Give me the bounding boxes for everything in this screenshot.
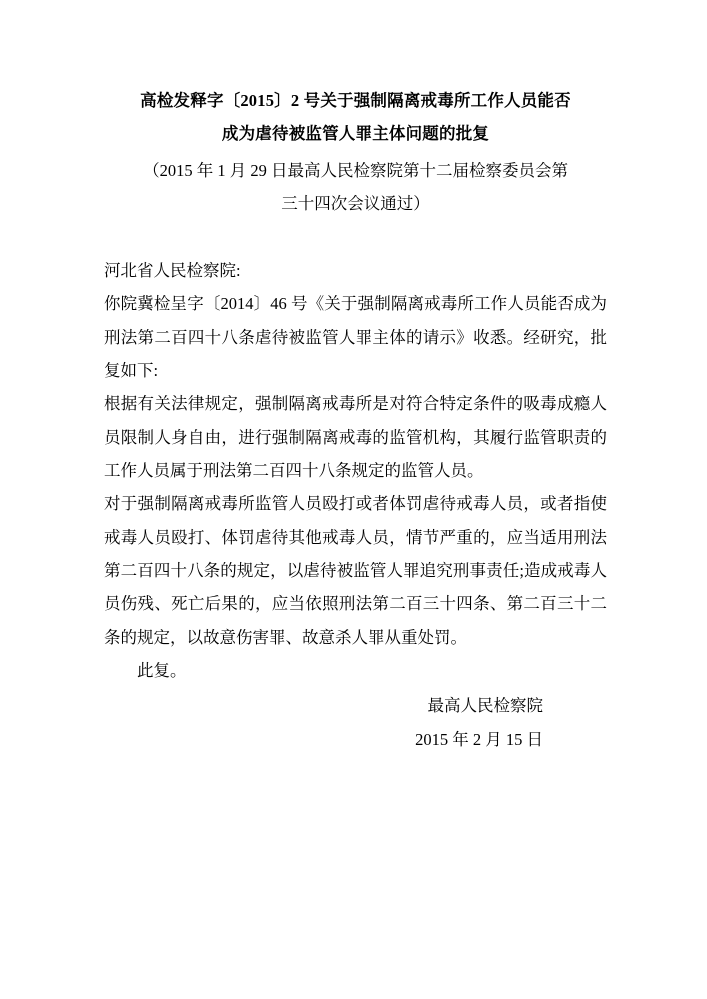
signature-date: 2015 年 2 月 15 日 — [415, 729, 543, 749]
closing-line: 此复。 — [137, 660, 187, 680]
subtitle-line-2: 三十四次会议通过） — [281, 194, 430, 213]
body-paragraph-3: 对于强制隔离戒毒所监管人员殴打或者体罚虐待戒毒人员，或者指使戒毒人员殴打、体罚虐待其他戒毒人员，情节严重的，应当适用刑法第二百四十八条的规定，以虐待被监管人罪追究刑事责任;造成戒毒人员伤残、死亡后果的，应当依照刑法第二百三十四条、第二百三十二条的规定，以故意伤害罪、故意杀人罪从重处罚。 — [104, 494, 607, 647]
signature-organization: 最高人民检察院 — [427, 696, 543, 716]
body-paragraph-2: 根据有关法律规定，强制隔离戒毒所是对符合特定条件的吸毒成瘾人员限制人身自由，进行强制隔离戒毒的监管机构，其履行监管职责的工作人员属于刑法第二百四十八条规定的监管人员。 — [104, 394, 607, 480]
signature-block — [104, 689, 607, 756]
document-title — [104, 84, 607, 150]
document-body — [104, 254, 607, 687]
body-paragraph-1: 你院冀检呈字〔2014〕46 号《关于强制隔离戒毒所工作人员能否成为刑法第二百四十八条虐待被监管人罪主体的请示》收悉。经研究，批复如下: — [104, 294, 607, 380]
document-subtitle — [104, 154, 607, 220]
subtitle-line-1: （2015 年 1 月 29 日最高人民检察院第十二届检察委员会第 — [143, 161, 568, 180]
title-line-1: 高检发释字〔2015〕2 号关于强制隔离戒毒所工作人员能否 — [140, 91, 571, 110]
title-body-spacer — [104, 220, 607, 254]
title-line-2: 成为虐待被监管人罪主体问题的批复 — [221, 124, 490, 143]
recipient-line: 河北省人民检察院: — [104, 261, 241, 280]
